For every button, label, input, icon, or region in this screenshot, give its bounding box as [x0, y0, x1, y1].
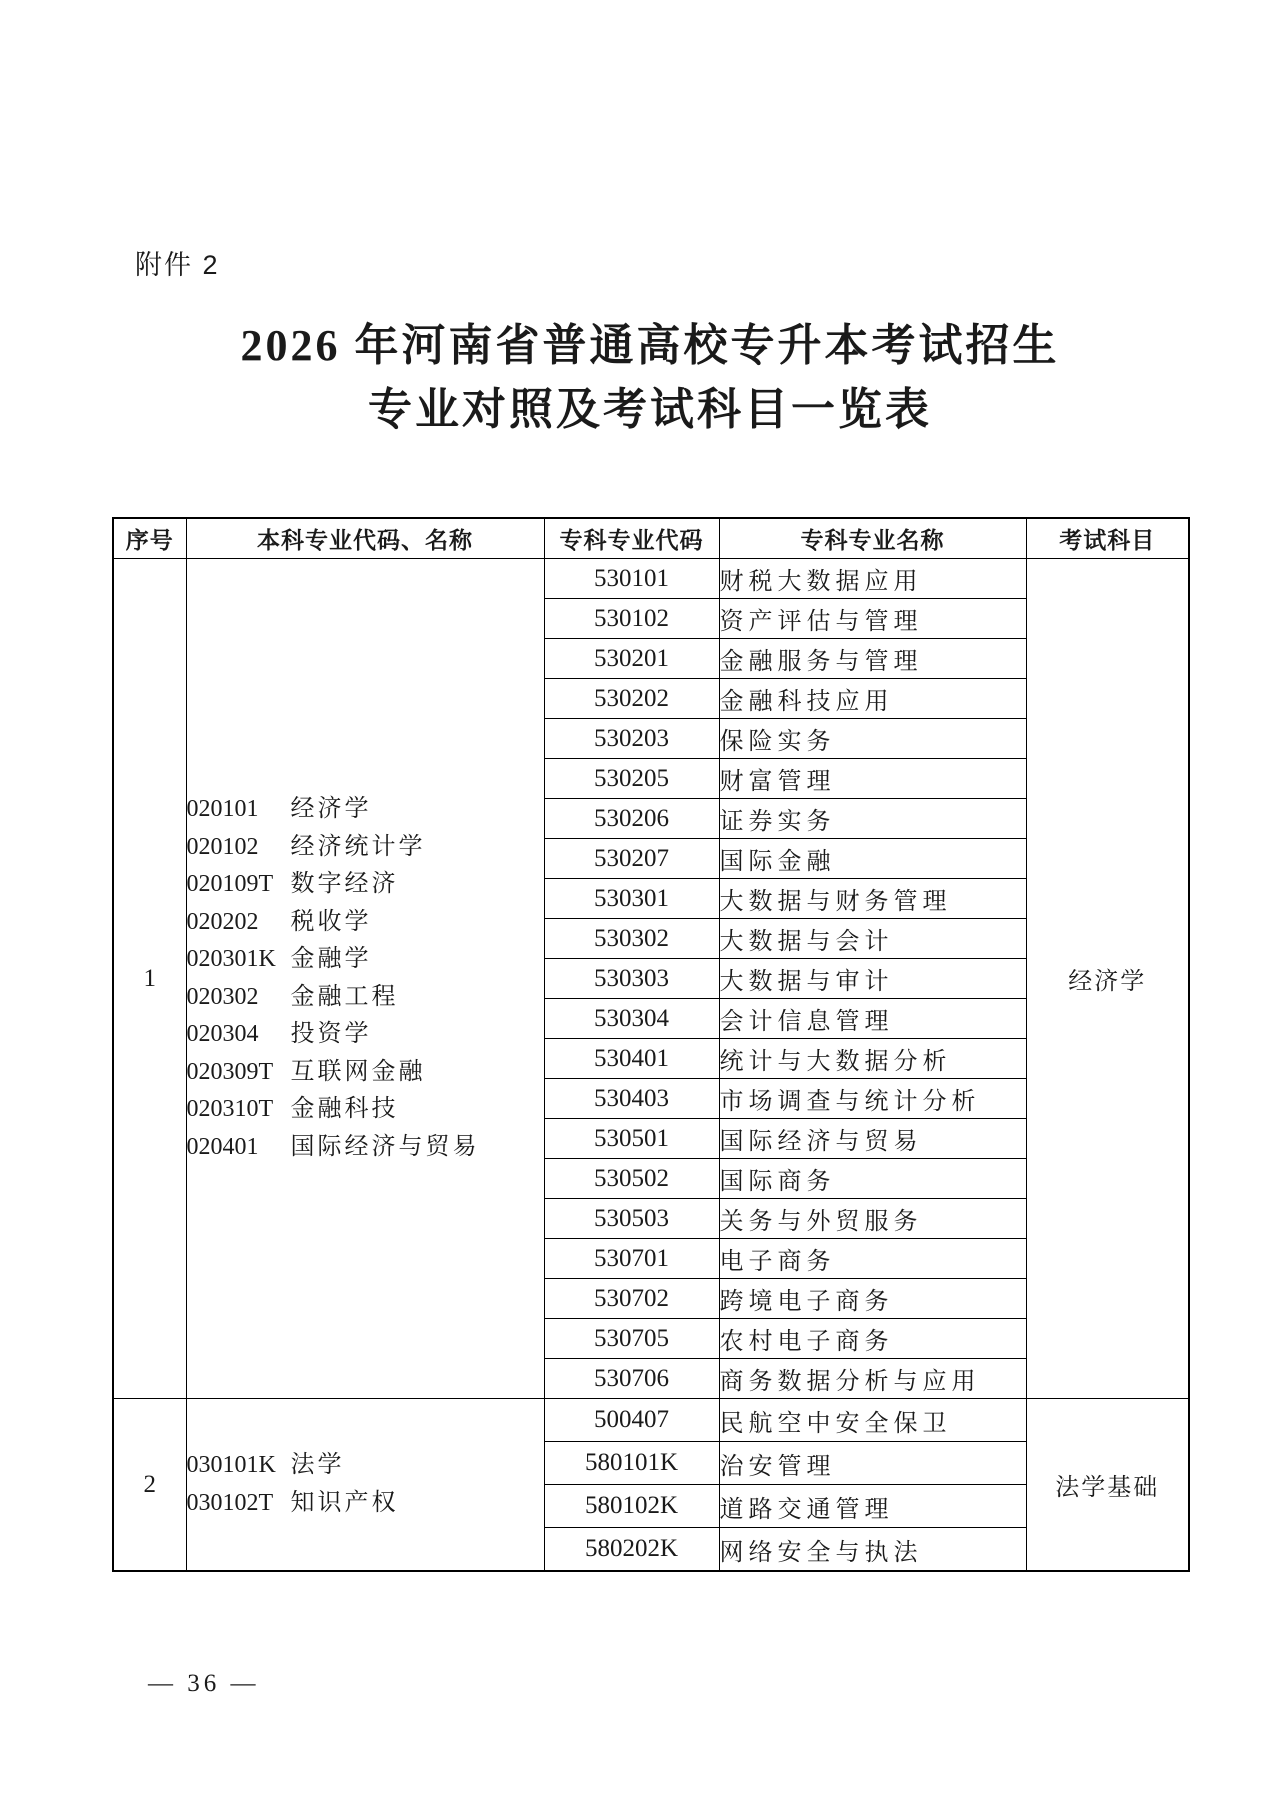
junior-code-cell: 500407: [544, 1399, 719, 1442]
junior-name-cell: 资产评估与管理: [719, 599, 1026, 639]
junior-code-cell: 530102: [544, 599, 719, 639]
majors-comparison-table: [112, 517, 1190, 1572]
undergrad-major-code: 020102: [186, 833, 259, 860]
table-header-row: [113, 518, 1189, 559]
undergrad-major-line: [187, 904, 544, 942]
undergrad-major-line: [187, 866, 544, 904]
junior-name-cell: 国际商务: [719, 1159, 1026, 1199]
section-index-cell: 2: [113, 1399, 186, 1572]
undergrad-major-code: 020109T: [186, 871, 274, 897]
undergrad-major-line: [187, 1054, 544, 1092]
undergrad-major-name: 国际经济与贸易: [290, 1133, 480, 1160]
undergrad-major-code: 020310T: [186, 1096, 274, 1122]
junior-code-cell: 530203: [544, 719, 719, 759]
junior-code-cell: 530304: [544, 999, 719, 1039]
col-header-index: 序号: [113, 518, 186, 559]
junior-code-cell: 530301: [544, 879, 719, 919]
junior-name-cell: 大数据与财务管理: [719, 879, 1026, 919]
undergrad-major-line: [187, 791, 544, 829]
undergrad-major-line: [187, 1485, 544, 1523]
junior-name-cell: 金融科技应用: [719, 679, 1026, 719]
attachment-label: 附件 2: [135, 250, 220, 280]
undergrad-major-line: [187, 1016, 544, 1054]
junior-code-cell: 530207: [544, 839, 719, 879]
junior-name-cell: 国际经济与贸易: [719, 1119, 1026, 1159]
undergrad-major-name: 金融学: [290, 946, 372, 972]
undergrad-majors-cell: [186, 559, 544, 1399]
junior-code-cell: 530501: [544, 1119, 719, 1159]
undergrad-major-name: 税收学: [290, 908, 372, 935]
undergrad-major-name: 知识产权: [290, 1489, 399, 1516]
undergrad-major-name: 数字经济: [290, 871, 399, 897]
junior-name-cell: 统计与大数据分析: [719, 1039, 1026, 1079]
junior-name-cell: 财富管理: [719, 759, 1026, 799]
undergrad-major-code: 030101K: [186, 1452, 276, 1478]
junior-code-cell: 530401: [544, 1039, 719, 1079]
page-number: — 36 —: [148, 1670, 260, 1697]
junior-code-cell: 530206: [544, 799, 719, 839]
undergrad-majors-cell: [186, 1399, 544, 1572]
junior-name-cell: 跨境电子商务: [719, 1279, 1026, 1319]
junior-code-cell: 530205: [544, 759, 719, 799]
undergrad-major-code: 020202: [186, 908, 259, 935]
junior-name-cell: 证券实务: [719, 799, 1026, 839]
undergrad-major-line: [187, 979, 544, 1017]
col-header-junior-code: 专科专业代码: [544, 518, 719, 559]
junior-name-cell: 财税大数据应用: [719, 559, 1026, 599]
exam-subject-cell: 法学基础: [1026, 1399, 1189, 1572]
col-header-undergrad: 本科专业代码、名称: [186, 518, 544, 559]
junior-name-cell: 道路交通管理: [719, 1485, 1026, 1528]
undergrad-major-code: 030102T: [186, 1489, 274, 1516]
document-title-line2: 专业对照及考试科目一览表: [368, 385, 932, 434]
junior-name-cell: 会计信息管理: [719, 999, 1026, 1039]
junior-name-cell: 市场调查与统计分析: [719, 1079, 1026, 1119]
junior-code-cell: 530706: [544, 1359, 719, 1399]
undergrad-major-name: 金融科技: [290, 1096, 399, 1122]
junior-code-cell: 530701: [544, 1239, 719, 1279]
junior-name-cell: 民航空中安全保卫: [719, 1399, 1026, 1442]
junior-code-cell: 530705: [544, 1319, 719, 1359]
junior-code-cell: 530302: [544, 919, 719, 959]
table-row: [113, 1399, 1189, 1442]
junior-name-cell: 关务与外贸服务: [719, 1199, 1026, 1239]
junior-code-cell: 580101K: [544, 1442, 719, 1485]
junior-name-cell: 电子商务: [719, 1239, 1026, 1279]
junior-code-cell: 580202K: [544, 1528, 719, 1572]
undergrad-major-name: 法学: [290, 1452, 345, 1478]
junior-name-cell: 国际金融: [719, 839, 1026, 879]
document-title-line1: 2026 年河南省普通高校专升本考试招生: [240, 321, 1060, 370]
undergrad-major-name: 互联网金融: [290, 1058, 426, 1085]
undergrad-major-line: [187, 829, 544, 867]
exam-subject-cell: 经济学: [1026, 559, 1189, 1399]
junior-name-cell: 商务数据分析与应用: [719, 1359, 1026, 1399]
undergrad-major-code: 020401: [186, 1133, 259, 1160]
junior-name-cell: 网络安全与执法: [719, 1528, 1026, 1572]
undergrad-major-line: [187, 941, 544, 979]
junior-code-cell: 530202: [544, 679, 719, 719]
undergrad-major-code: 020101: [186, 796, 259, 822]
junior-code-cell: 530303: [544, 959, 719, 999]
undergrad-major-code: 020304: [186, 1021, 259, 1047]
undergrad-major-name: 金融工程: [290, 983, 399, 1010]
junior-name-cell: 保险实务: [719, 719, 1026, 759]
undergrad-major-name: 经济学: [290, 796, 372, 822]
undergrad-major-line: [187, 1129, 544, 1167]
junior-code-cell: 530201: [544, 639, 719, 679]
undergrad-major-line: [187, 1091, 544, 1129]
undergrad-major-name: 投资学: [290, 1021, 372, 1047]
undergrad-major-line: [187, 1447, 544, 1485]
col-header-junior-name: 专科专业名称: [719, 518, 1026, 559]
junior-name-cell: 大数据与会计: [719, 919, 1026, 959]
undergrad-major-name: 经济统计学: [290, 833, 426, 860]
junior-code-cell: 530101: [544, 559, 719, 599]
col-header-exam-subject: 考试科目: [1026, 518, 1189, 559]
undergrad-major-code: 020301K: [186, 946, 276, 972]
junior-code-cell: 530503: [544, 1199, 719, 1239]
junior-name-cell: 农村电子商务: [719, 1319, 1026, 1359]
junior-code-cell: 530403: [544, 1079, 719, 1119]
junior-code-cell: 530502: [544, 1159, 719, 1199]
document-title: [112, 314, 1188, 442]
undergrad-major-code: 020309T: [186, 1058, 274, 1085]
section-index-cell: 1: [113, 559, 186, 1399]
undergrad-major-code: 020302: [186, 983, 259, 1010]
junior-code-cell: 580102K: [544, 1485, 719, 1528]
table-row: [113, 559, 1189, 599]
junior-name-cell: 治安管理: [719, 1442, 1026, 1485]
junior-code-cell: 530702: [544, 1279, 719, 1319]
junior-name-cell: 大数据与审计: [719, 959, 1026, 999]
junior-name-cell: 金融服务与管理: [719, 639, 1026, 679]
